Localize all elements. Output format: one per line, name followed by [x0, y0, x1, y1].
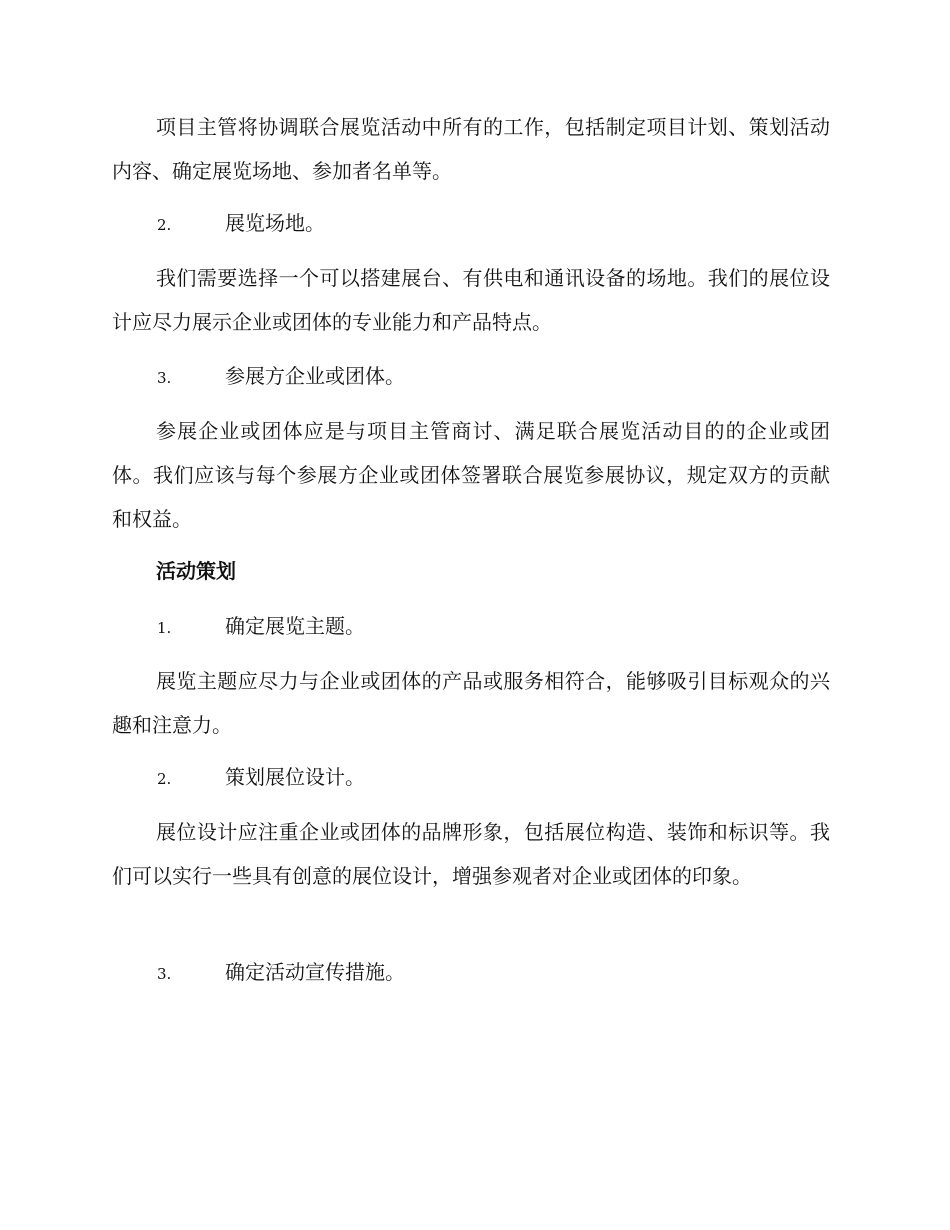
- list-item-booth-design: [157, 762, 365, 794]
- list-number: 1.: [157, 619, 172, 637]
- list-item-text: 策划展位设计。: [225, 765, 365, 789]
- list-item-exhibitors: [157, 361, 405, 393]
- list-item-text: 展览场地。: [225, 211, 325, 235]
- list-item-text: 确定活动宣传措施。: [225, 960, 405, 984]
- list-item-venue: [157, 208, 325, 240]
- paragraph-project-manager: 项目主管将协调联合展览活动中所有的工作，包括制定项目计划、策划活动内容、确定展览场地、参加者名单等。: [112, 115, 830, 183]
- list-number: 2.: [157, 216, 172, 234]
- list-item-promotion: [157, 957, 405, 989]
- section-heading-activity-planning: 活动策划: [156, 559, 236, 583]
- paragraph-exhibitors: 参展企业或团体应是与项目主管商讨、满足联合展览活动目的的企业或团体。我们应该与每个参展方企业或团体签署联合展览参展协议，规定双方的贡献和权益。: [112, 419, 830, 531]
- list-number: 3.: [157, 369, 172, 387]
- list-item-text: 确定展览主题。: [225, 614, 365, 638]
- list-number: 2.: [157, 770, 172, 788]
- paragraph-venue: 我们需要选择一个可以搭建展台、有供电和通讯设备的场地。我们的展位设计应尽力展示企业或团体的专业能力和产品特点。: [112, 266, 830, 334]
- paragraph-booth-design: 展位设计应注重企业或团体的品牌形象，包括展位构造、装饰和标识等。我们可以实行一些具有创意的展位设计，增强参观者对企业或团体的印象。: [112, 820, 830, 888]
- list-item-theme: [157, 611, 365, 643]
- list-number: 3.: [157, 965, 172, 983]
- paragraph-theme: 展览主题应尽力与企业或团体的产品或服务相符合，能够吸引目标观众的兴趣和注意力。: [112, 669, 830, 737]
- list-item-text: 参展方企业或团体。: [225, 364, 405, 388]
